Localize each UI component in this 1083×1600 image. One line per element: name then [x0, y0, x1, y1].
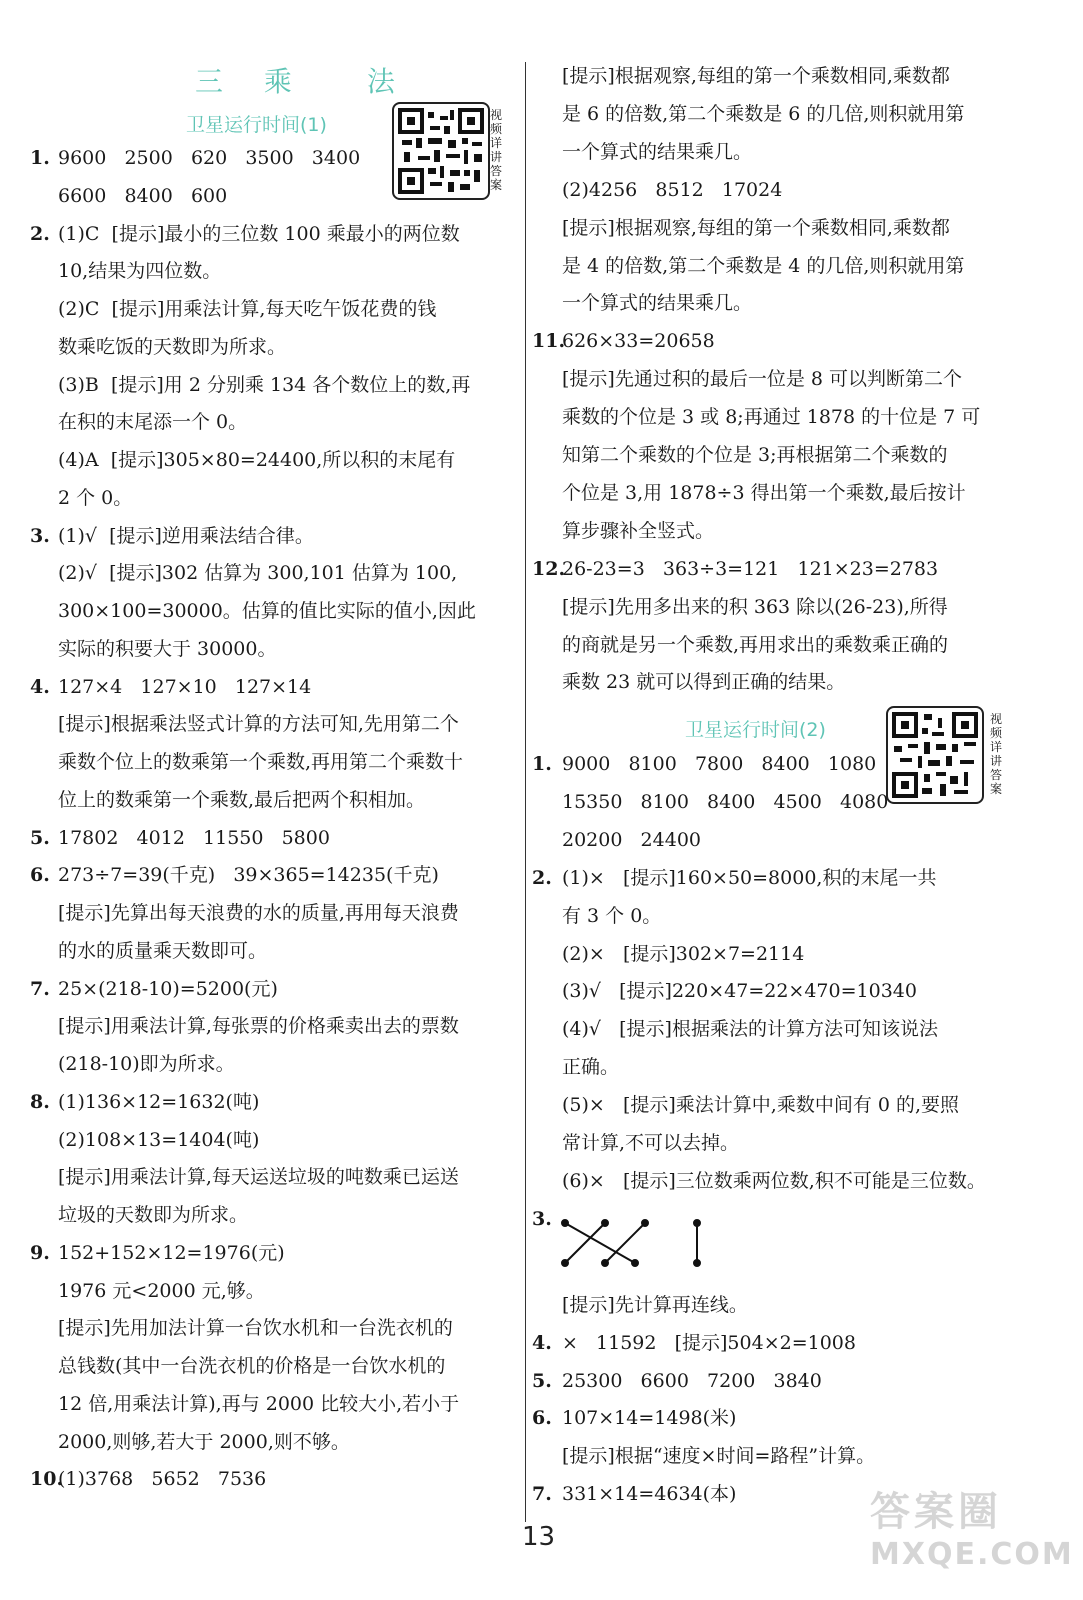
answer-line [30, 335, 286, 359]
answer-line [532, 1017, 938, 1041]
answer-text: 有 3 个 0。 [562, 904, 662, 927]
question-number: 5. [30, 826, 50, 849]
answer-line [532, 443, 948, 467]
answer-text: 2000,则够,若大于 2000,则不够。 [58, 1430, 350, 1453]
column-divider [525, 62, 526, 1522]
question-number: 1. [30, 147, 50, 169]
match-dot [562, 1220, 568, 1226]
answer-line [532, 1293, 748, 1317]
answer-text: [提示]先用加法计算一台饮水机和一台洗衣机的 [58, 1317, 453, 1340]
answer-line [30, 750, 463, 774]
answer-line [30, 863, 439, 887]
answer-text: (3)B [提示]用 2 分别乘 134 各个数位上的数,再 [58, 373, 471, 396]
matching-lines-figure [555, 1215, 715, 1269]
answer-line [30, 373, 470, 397]
answer-text: 数乘吃饭的天数即为所求。 [58, 335, 287, 358]
answer-line [30, 184, 227, 208]
answer-line [30, 259, 221, 283]
answer-line [30, 1279, 265, 1303]
answer-line [30, 1128, 259, 1152]
answer-line [30, 1241, 285, 1265]
answer-line [532, 481, 966, 505]
answer-text: 垃圾的天数即为所求。 [58, 1204, 249, 1226]
answer-line [532, 752, 876, 776]
answer-line [532, 1169, 986, 1193]
answer-text: (6)× [提示]三位数乘两位数,积不可能是三位数。 [562, 1169, 986, 1192]
answer-text: 15350 8100 8400 4500 4080 [562, 790, 889, 813]
answer-text: (1)136×12=1632(吨) [58, 1090, 260, 1113]
answer-text: [提示]根据乘法竖式计算的方法可知,先用第二个 [58, 713, 459, 736]
answer-line [30, 637, 276, 661]
answer-text: [提示]先算出每天浪费的水的质量,再用每天浪费 [58, 902, 459, 924]
answer-line [30, 297, 436, 321]
answer-text: 一个算式的结果乘几。 [562, 140, 753, 163]
answer-text: 是 4 的倍数,第二个乘数是 4 的几倍,则积就用第 [562, 254, 965, 277]
answer-text: 152+152×12=1976(元) [58, 1241, 285, 1264]
match-dot [694, 1260, 700, 1266]
answer-text: 300×100=30000。估算的值比实际的值小,因此 [58, 600, 476, 622]
section-title-2: 卫星运行时间(2) [685, 719, 826, 741]
answer-line [532, 329, 715, 353]
answer-text: (1)× [提示]160×50=8000,积的末尾一共 [562, 866, 937, 889]
question-number: 12. [532, 557, 566, 580]
answer-line [532, 595, 948, 619]
answer-line [532, 1369, 822, 1393]
answer-text: 乘数 23 就可以得到正确的结果。 [562, 671, 846, 694]
qr-code-icon [888, 708, 982, 802]
answer-line [30, 977, 278, 1001]
question-number: 2. [30, 222, 50, 245]
qr-label-1: 视频详讲答案 [489, 108, 502, 192]
watermark-top: 答案圈 [870, 1489, 1002, 1535]
answer-text: 25300 6600 7200 3840 [562, 1369, 822, 1392]
answer-text: [提示]根据观察,每组的第一个乘数相同,乘数都 [562, 216, 950, 239]
answer-text: [提示]先通过积的最后一位是 8 可以判断第二个 [562, 368, 962, 391]
question-number: 9. [30, 1241, 50, 1264]
answer-text: (2)√ [提示]302 估算为 300,101 估算为 100, [58, 562, 458, 585]
answer-line [532, 1131, 739, 1155]
answer-line [30, 222, 460, 246]
answer-line [532, 828, 701, 852]
answer-text: [提示]根据观察,每组的第一个乘数相同,乘数都 [562, 65, 950, 87]
answer-line [532, 254, 964, 278]
match-dot [632, 1260, 638, 1266]
watermark-bottom: MXQE.COM [870, 1537, 1074, 1572]
answer-text: × 11592 [提示]504×2=1008 [562, 1331, 856, 1354]
answer-line [532, 367, 962, 391]
answer-text: (1)3768 5652 7536 [58, 1468, 267, 1491]
chapter-title: 三 乘 法 [195, 65, 397, 98]
answer-text: 的商就是另一个乘数,再用求出的乘数乘正确的 [562, 633, 949, 656]
answer-line [30, 826, 330, 850]
answer-text: [提示]根据“速度×时间=路程”计算。 [562, 1445, 876, 1468]
match-dot [562, 1260, 568, 1266]
answer-text: 总钱数(其中一台洗衣机的价格是一台饮水机的 [58, 1355, 446, 1377]
answer-text: 12 倍,用乘法计算),再与 2000 比较大小,若小于 [58, 1392, 460, 1415]
answer-line [532, 64, 950, 88]
answer-line [532, 1055, 619, 1079]
answer-line [532, 1331, 856, 1355]
answer-text: 是 6 的倍数,第二个乘数是 6 的几倍,则积就用第 [562, 102, 965, 125]
answer-text: [提示]用乘法计算,每张票的价格乘卖出去的票数 [58, 1015, 459, 1038]
answer-text: 正确。 [562, 1056, 620, 1079]
answer-line [532, 1444, 875, 1468]
question-number: 5. [532, 1369, 552, 1392]
answer-line [532, 102, 964, 126]
answer-text: 9600 2500 620 3500 3400 [58, 147, 361, 169]
match-dot [602, 1260, 608, 1266]
qr-code-icon [394, 104, 488, 198]
answer-text: 26-23=3 363÷3=121 121×23=2783 [562, 557, 939, 580]
answer-text: 乘数的个位是 3 或 8;再通过 1878 的十位是 7 可 [562, 406, 981, 429]
answer-line [532, 904, 661, 928]
answer-text: 107×14=1498(米) [562, 1407, 737, 1430]
answer-text: (4)A [提示]305×80=24400,所以积的末尾有 [58, 449, 456, 471]
answer-line [30, 1090, 259, 1114]
answer-text: 273÷7=39(千克) 39×365=14235(千克) [58, 864, 439, 887]
answer-line [532, 519, 714, 543]
answer-line [30, 1392, 459, 1416]
answer-line [30, 1316, 453, 1340]
answer-text: [提示]用乘法计算,每天运送垃圾的吨数乘已运送 [58, 1166, 459, 1189]
answer-text: 一个算式的结果乘几。 [562, 292, 753, 315]
answer-line [532, 670, 845, 694]
answer-text: 9000 8100 7800 8400 1080 [562, 753, 877, 775]
question-number: 6. [30, 864, 50, 887]
answer-line [532, 291, 752, 315]
match-dot [642, 1220, 648, 1226]
answer-line [30, 1014, 459, 1038]
answer-line [30, 1354, 445, 1378]
question-number: 6. [532, 1407, 552, 1430]
question-number: 1. [532, 753, 552, 775]
answer-line [532, 557, 938, 581]
answer-text: (4)√ [提示]根据乘法的计算方法可知该说法 [562, 1018, 938, 1041]
answer-line [532, 1406, 736, 1430]
answer-line [30, 1467, 266, 1491]
question-number: 2. [532, 866, 552, 889]
answer-line [532, 405, 980, 429]
answer-line [30, 712, 459, 736]
match-dot [694, 1220, 700, 1226]
section-title-1: 卫星运行时间(1) [186, 114, 327, 136]
answer-line [30, 486, 132, 510]
answer-text: 2 个 0。 [58, 486, 133, 509]
answer-line [30, 561, 457, 585]
answer-line [532, 790, 888, 814]
answer-text: 位上的数乘第一个乘数,最后把两个积相加。 [58, 788, 426, 811]
answer-text: 在积的末尾添一个 0。 [58, 411, 248, 434]
answer-line [30, 788, 425, 812]
answer-line [532, 633, 948, 657]
answer-text: 乘数个位上的数乘第一个乘数,再用第二个乘数十 [58, 751, 464, 773]
answer-line [30, 448, 455, 472]
answer-text: 的水的质量乘天数即可。 [58, 939, 268, 962]
answer-text: 算步骤补全竖式。 [562, 519, 715, 542]
answer-text: 20200 24400 [562, 828, 702, 851]
answer-text: (1)C [提示]最小的三位数 100 乘最小的两位数 [58, 222, 460, 245]
answer-line [532, 216, 950, 240]
question-number: 7. [30, 977, 50, 1000]
answer-line [532, 1093, 959, 1117]
answer-text: (2)× [提示]302×7=2114 [562, 942, 805, 965]
question-number: 4. [30, 675, 50, 698]
answer-text: (2)C [提示]用乘法计算,每天吃午饭花费的钱 [58, 298, 437, 320]
answer-text: 25×(218-10)=5200(元) [58, 977, 278, 1000]
answer-text: [提示]先计算再连线。 [562, 1293, 748, 1316]
answer-text: 127×4 127×10 127×14 [58, 675, 312, 698]
question-number: 11. [532, 330, 566, 353]
watermark [870, 1480, 1074, 1590]
answer-line [532, 140, 752, 164]
answer-line [30, 524, 314, 548]
answer-text: (3)√ [提示]220×47=22×470=10340 [562, 980, 917, 1003]
answer-text: 1976 元<2000 元,够。 [58, 1279, 265, 1302]
question-number: 4. [532, 1331, 552, 1354]
answer-line [30, 1203, 248, 1227]
answer-text: (1)√ [提示]逆用乘法结合律。 [58, 524, 314, 547]
answer-line [532, 979, 917, 1003]
question-number: 8. [30, 1090, 50, 1113]
answer-text: 17802 4012 11550 5800 [58, 826, 330, 849]
answer-line [30, 675, 311, 699]
answer-line [532, 866, 936, 890]
answer-line [30, 901, 459, 925]
match-dot [602, 1220, 608, 1226]
answer-line [30, 1165, 459, 1189]
answer-text: (5)× [提示]乘法计算中,乘数中间有 0 的,要照 [562, 1094, 960, 1117]
answer-line [30, 939, 267, 963]
answer-text: (218-10)即为所求。 [58, 1053, 235, 1075]
qr-label-2: 视频详讲答案 [989, 712, 1002, 796]
page-number: 13 [522, 1522, 556, 1552]
question-number: 3. [532, 1207, 552, 1230]
answer-text: [提示]先用多出来的积 363 除以(26-23),所得 [562, 595, 948, 618]
answer-text: 6600 8400 600 [58, 184, 228, 207]
answer-text: 626×33=20658 [562, 330, 715, 353]
answer-line [30, 146, 360, 170]
question-number: 3. [30, 524, 50, 547]
answer-line [30, 1430, 350, 1454]
answer-text: 10,结果为四位数。 [58, 260, 222, 283]
answer-text: 个位是 3,用 1878÷3 得出第一个乘数,最后按计 [562, 481, 966, 504]
answer-text: 实际的积要大于 30000。 [58, 637, 277, 660]
answer-text: (2)108×13=1404(吨) [58, 1128, 260, 1151]
answer-line [532, 178, 782, 202]
answer-text: 常计算,不可以去掉。 [562, 1132, 740, 1154]
answer-line [30, 410, 247, 434]
qr-code-2[interactable] [886, 706, 984, 804]
answer-line [30, 1052, 235, 1076]
answer-text: 知第二个乘数的个位是 3;再根据第二个乘数的 [562, 444, 948, 466]
question-number: 10. [30, 1468, 64, 1491]
answer-line [532, 1482, 736, 1506]
qr-code-1[interactable] [392, 102, 490, 200]
answer-text: 331×14=4634(本) [562, 1483, 737, 1506]
answer-text: (2)4256 8512 17024 [562, 178, 783, 201]
answer-line [30, 599, 476, 623]
question-number: 7. [532, 1483, 552, 1506]
answer-line [532, 942, 804, 966]
